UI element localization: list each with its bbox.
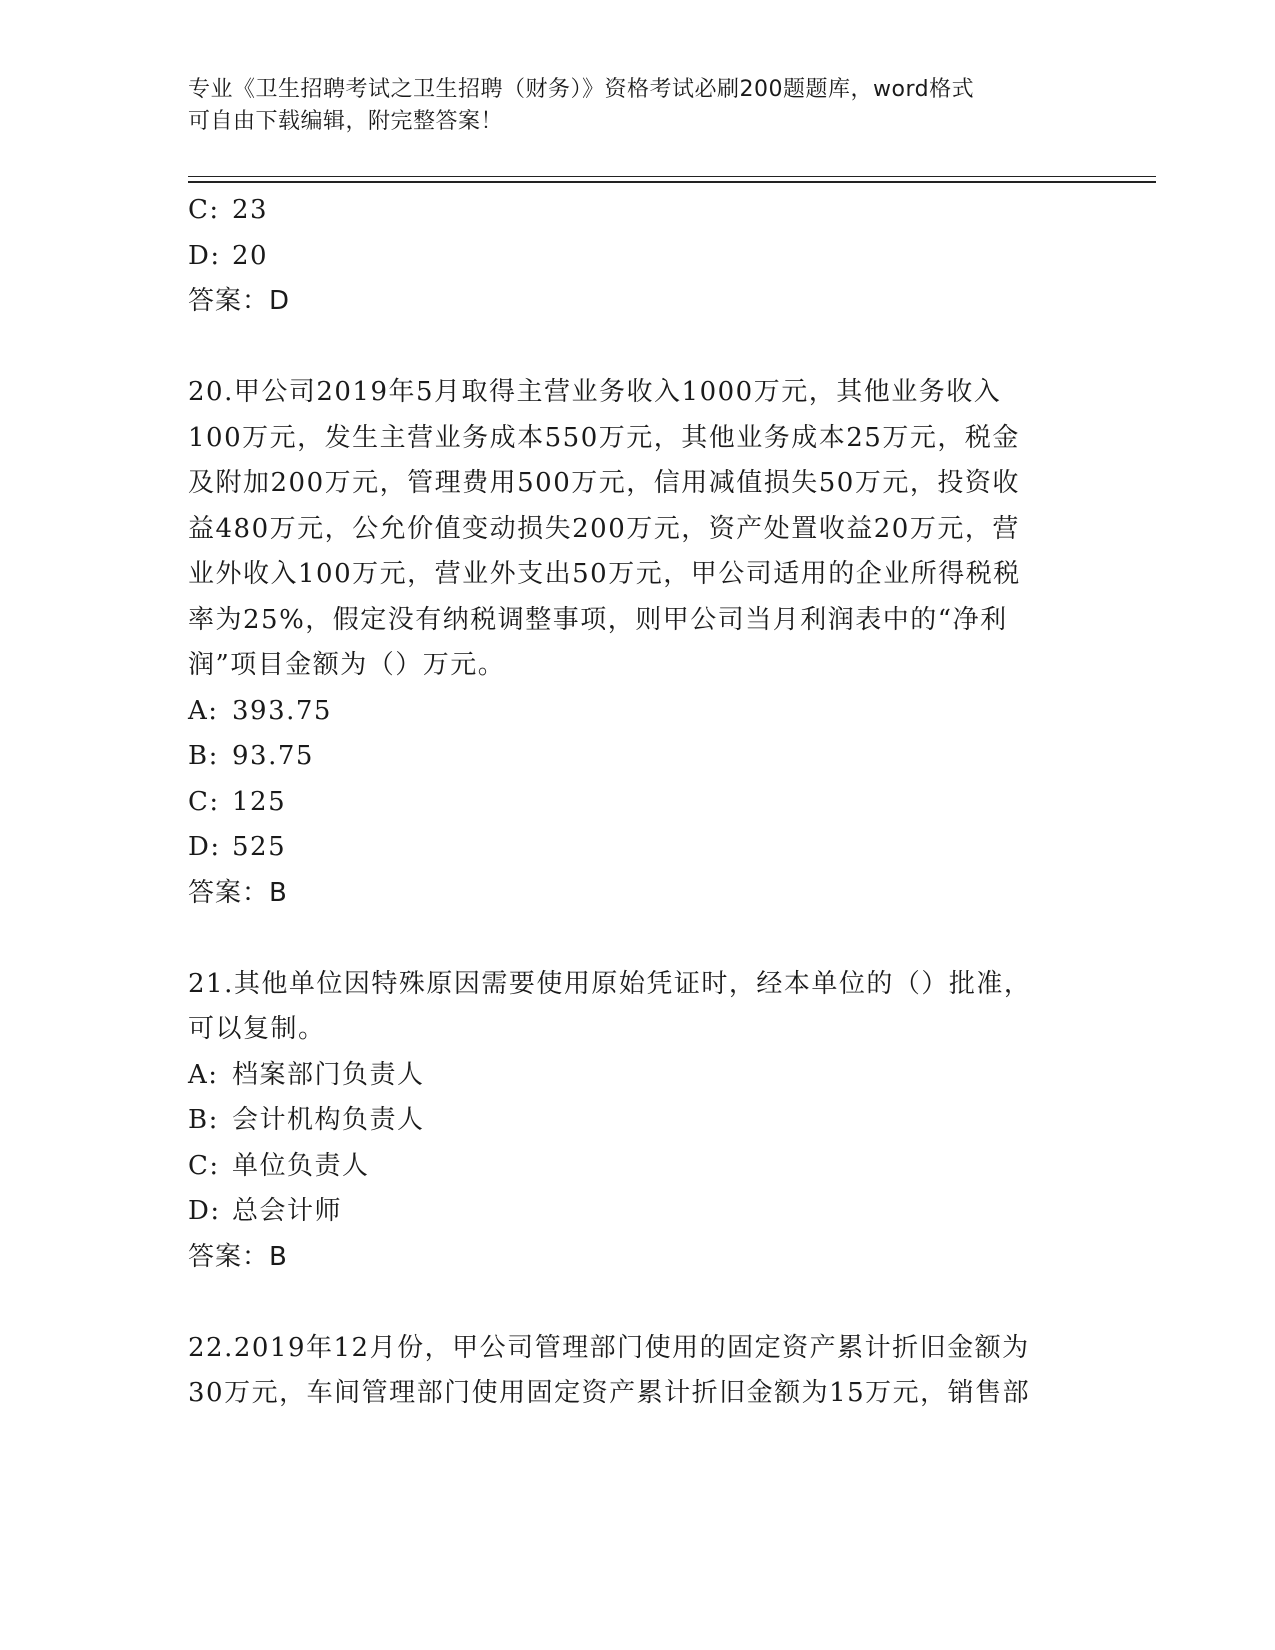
header-line-2: 可自由下载编辑，附完整答案！	[188, 109, 504, 134]
option-a: A: 档案部门负责人	[188, 1059, 425, 1090]
question-text-line: 益480万元，公允价值变动损失200万元，资产处置收益20万元，营	[188, 513, 1020, 544]
answer: 答案：B	[188, 877, 288, 908]
option-b: B: 93.75	[188, 741, 314, 771]
spacer	[188, 916, 1088, 962]
option-d: D: 20	[188, 240, 269, 271]
question-text-line: 21.其他单位因特殊原因需要使用原始凭证时，经本单位的（）批准，	[188, 968, 1032, 999]
option-c: C: 单位负责人	[188, 1150, 370, 1181]
option-c: C: 23	[188, 195, 269, 225]
option-a: A: 393.75	[188, 695, 332, 726]
page-header	[188, 74, 1068, 138]
spacer	[188, 1280, 1088, 1326]
question-text-line: 率为25%，假定没有纳税调整事项，则甲公司当月利润表中的“净利	[188, 604, 1008, 635]
question-text-line: 22.2019年12月份，甲公司管理部门使用的固定资产累计折旧金额为	[188, 1332, 1030, 1363]
question-text-line: 可以复制。	[188, 1014, 326, 1044]
question-text-line: 及附加200万元，管理费用500万元，信用减值损失50万元，投资收	[188, 468, 1020, 498]
header-line-1: 专业《卫生招聘考试之卫生招聘（财务）》资格考试必刷200题题库，word格式	[188, 77, 975, 102]
question-text-line: 润”项目金额为（）万元。	[188, 650, 506, 680]
question-22	[188, 1326, 1088, 1417]
option-d: D: 总会计师	[188, 1196, 343, 1226]
question-text-line: 30万元，车间管理部门使用固定资产累计折旧金额为15万元，销售部	[188, 1378, 1031, 1408]
header-rule-thick	[188, 181, 1156, 183]
question-text-line: 100万元，发生主营业务成本550万元，其他业务成本25万元，税金	[188, 422, 1020, 453]
spacer	[188, 325, 1088, 371]
question-21	[188, 962, 1088, 1281]
question-text-line: 业外收入100万元，营业外支出50万元，甲公司适用的企业所得税税	[188, 559, 1021, 589]
answer: 答案：D	[188, 286, 291, 316]
option-b: B: 会计机构负责人	[188, 1105, 425, 1135]
option-c: C: 125	[188, 786, 287, 817]
header-rule-thin	[188, 176, 1156, 177]
question-text-line: 20.甲公司2019年5月取得主营业务收入1000万元，其他业务收入	[188, 377, 1002, 407]
question-20	[188, 370, 1088, 916]
option-d: D: 525	[188, 832, 287, 862]
document-body	[188, 188, 1088, 1417]
answer: 答案：B	[188, 1241, 288, 1272]
